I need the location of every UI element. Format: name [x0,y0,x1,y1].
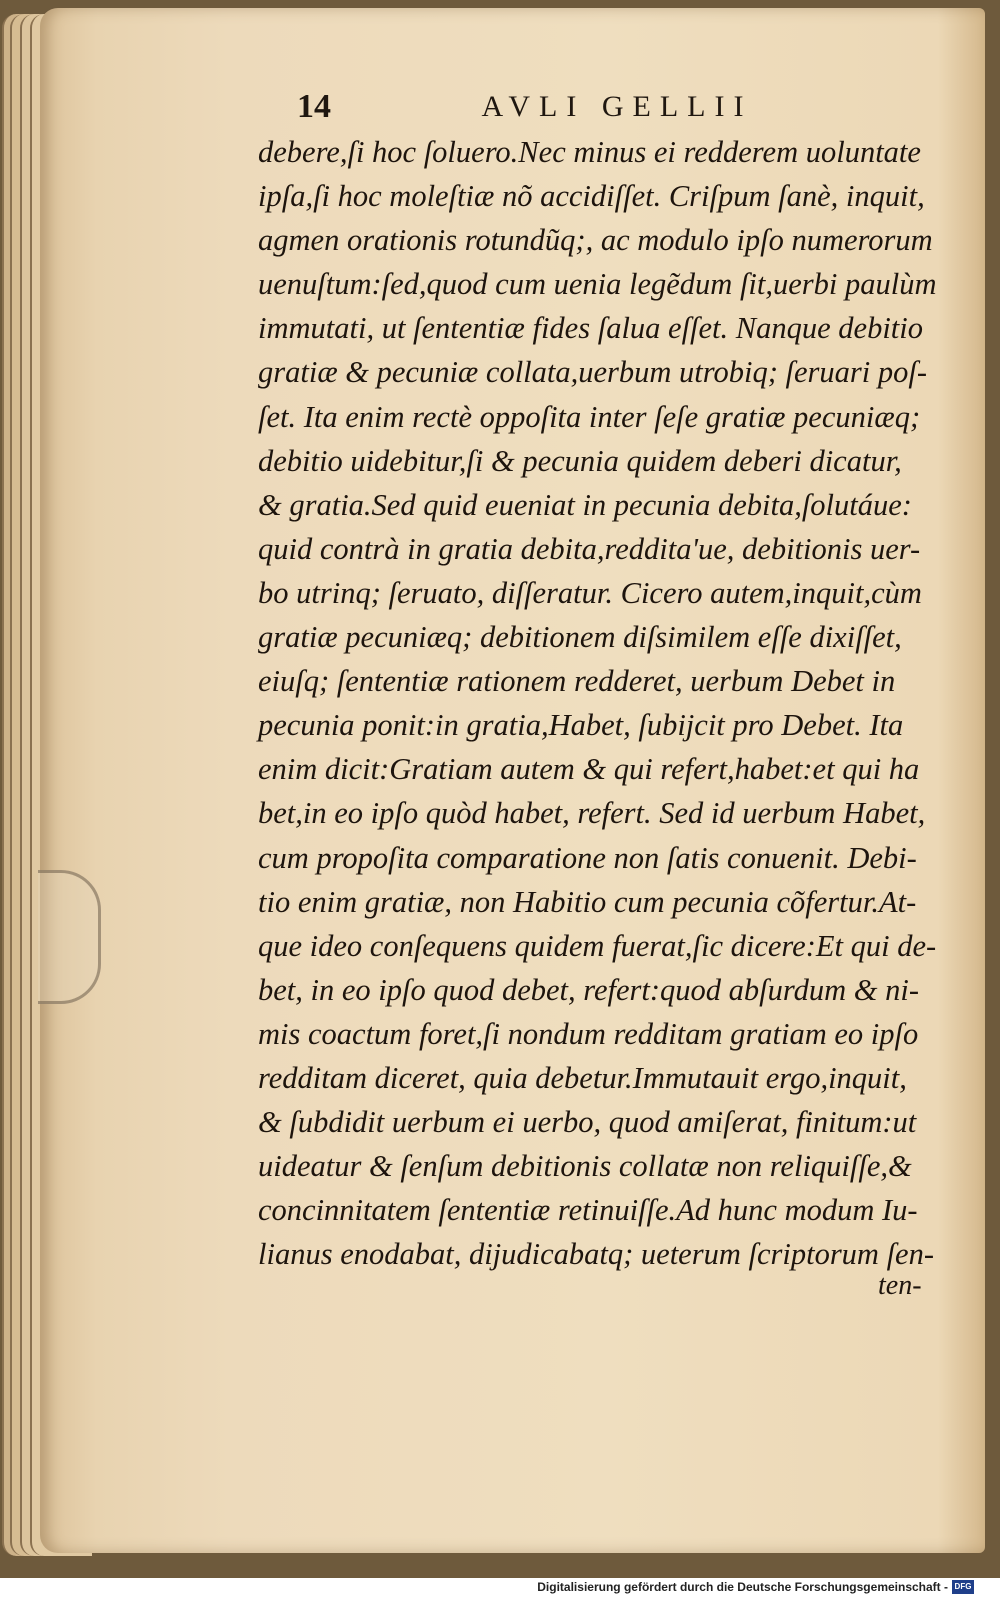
text-line: ſet. Ita enim rectè oppoſita inter ſeſe gratiæ pecuniæq; [258,399,921,434]
text-line: tio enim gratiæ, non Habitio cum pecunia cõfertur.At- [258,884,917,919]
text-line: & ſubdidit uerbum ei uerbo, quod amiſerat, finitum:ut [258,1105,917,1140]
page-number: 14 [297,88,331,125]
body-text [258,130,966,1276]
funding-credit: Digitalisierung gefördert durch die Deutsche Forschungsgemeinschaft - [537,1580,948,1594]
text-line: quid contrà in gratia debita,reddita'ue, debitionis uer- [258,531,921,566]
text-line: bet, in eo ipſo quod debet, refert:quod abſurdum & ni- [258,972,920,1007]
text-line: gratiæ & pecuniæ collata,uerbum utrobiq; ſeruari poſ- [258,355,927,390]
page-header [297,88,937,134]
text-line: bo utrinq; ſeruato, diſſeratur. Cicero autem,inquit,cùm [258,575,922,610]
text-line: pecunia ponit:in gratia,Habet, ſubijcit pro Debet. Ita [258,708,904,743]
text-line: uenuſtum:ſed,quod cum uenia legẽdum ſit,uerbi paulùm [258,267,937,302]
text-line: lianus enodabat, dijudicabatq; ueterum ſcriptorum ſen- [258,1237,935,1272]
text-line: concinnitatem ſententiæ retinuiſſe.Ad hunc modum Iu- [258,1193,918,1228]
clasp-mark [38,870,101,1004]
text-line: que ideo conſequens quidem fuerat,ſic dicere:Et qui de- [258,928,937,963]
text-line: eiuſq; ſententiæ rationem redderet, uerbum Debet in [258,664,896,699]
text-line: & gratia.Sed quid eueniat in pecunia debita,ſolutáue: [258,487,912,522]
catchword: ten- [878,1270,922,1301]
text-line: mis coactum foret,ſi nondum redditam gratiam eo ipſo [258,1016,919,1051]
text-line: cum propoſita comparatione non ſatis conuenit. Debi- [258,840,917,875]
text-line: debitio uidebitur,ſi & pecunia quidem deberi dicatur, [258,443,902,478]
text-line: debere,ſi hoc ſoluero.Nec minus ei redderem uoluntate [258,135,921,169]
text-line: ipſa,ſi hoc moleſtiæ nõ accidiſſet. Criſpum ſanè, inquit, [258,179,925,214]
footer-bar [0,1578,1000,1598]
dfg-logo: DFG [952,1580,974,1594]
text-line: redditam diceret, quia debetur.Immutauit ergo,inquit, [258,1060,907,1095]
running-head: AVLI GELLII [481,90,753,123]
text-line: uideatur & ſenſum debitionis collatæ non reliquiſſe,& [258,1149,912,1184]
text-line: bet,in eo ipſo quòd habet, refert. Sed id uerbum Habet, [258,796,926,831]
text-line: immutati, ut ſententiæ fides ſalua eſſet. Nanque debitio [258,311,923,346]
text-line: gratiæ pecuniæq; debitionem diſsimilem eſſe dixiſſet, [258,620,902,655]
text-line: enim dicit:Gratiam autem & qui refert,habet:et qui ha [258,752,920,787]
text-line: agmen orationis rotundũq;, ac modulo ipſo numerorum [258,223,933,258]
